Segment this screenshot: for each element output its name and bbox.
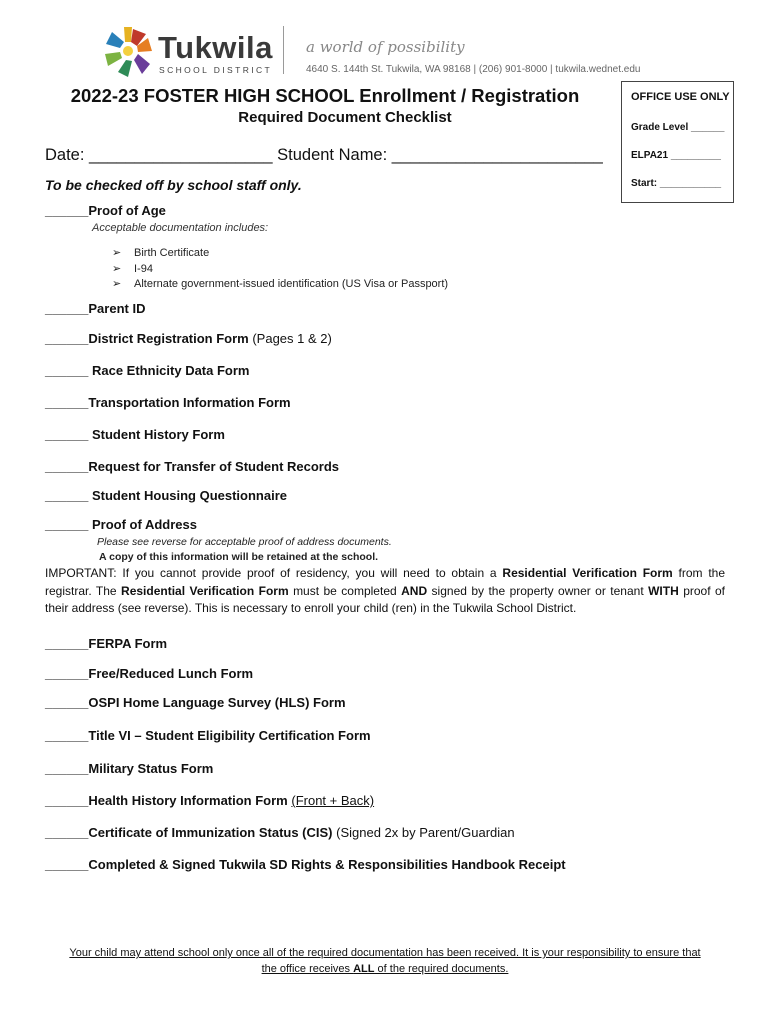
checklist-item-hls[interactable]: ______OSPI Home Language Survey (HLS) Form — [45, 695, 346, 710]
checklist-item-title-vi[interactable]: ______Title VI – Student Eligibility Certification Form — [45, 728, 371, 743]
list-item: ➢ Birth Certificate — [112, 247, 210, 259]
contact-info: 4640 S. 144th St. Tukwila, WA 98168 | (206) 901-8000 | tukwila.wednet.edu — [306, 64, 641, 75]
checklist-item-race-ethnicity[interactable]: ______ Race Ethnicity Data Form — [45, 363, 250, 378]
arrow-bullet-icon: ➢ — [112, 278, 122, 290]
header-divider — [283, 26, 284, 74]
checklist-item-student-history[interactable]: ______ Student History Form — [45, 427, 225, 442]
staff-check-note: To be checked off by school staff only. — [45, 177, 302, 193]
footer-notice: Your child may attend school only once all of the required documentation has been received. It is your responsibility to ensure that the office receives ALL of the required documents. — [69, 947, 701, 975]
checklist-item-handbook-receipt[interactable]: ______Completed & Signed Tukwila SD Rights & Responsibilities Handbook Receipt — [45, 857, 566, 872]
checklist-item-proof-of-address[interactable]: ______ Proof of Address — [45, 517, 197, 532]
grade-level-field[interactable]: Grade Level ______ — [631, 122, 725, 133]
copy-retained-note: A copy of this information will be retained at the school. — [99, 551, 379, 563]
checklist-item-free-reduced-lunch[interactable]: ______Free/Reduced Lunch Form — [45, 666, 254, 681]
elpa-field[interactable]: ELPA21 _________ — [631, 150, 721, 161]
checklist-item-housing-questionnaire[interactable]: ______ Student Housing Questionnaire — [45, 488, 287, 503]
checklist-item-transfer-records[interactable]: ______Request for Transfer of Student Records — [45, 459, 340, 474]
list-item: ➢ Alternate government-issued identification (US Visa or Passport) — [112, 278, 449, 290]
date-student-name-line[interactable]: Date: ____________________ Student Name: _______________________ — [45, 146, 603, 164]
arrow-bullet-icon: ➢ — [112, 263, 122, 275]
list-item: ➢ I-94 — [112, 263, 153, 275]
checklist-item-health-history[interactable]: ______Health History Information Form (Front + Back) — [45, 793, 375, 808]
arrow-bullet-icon: ➢ — [112, 247, 122, 259]
office-use-heading: OFFICE USE ONLY — [631, 91, 730, 103]
office-use-box — [621, 81, 734, 203]
checklist-item-district-registration[interactable]: ______District Registration Form (Pages 1 & 2) — [45, 331, 332, 346]
start-field[interactable]: Start: ___________ — [631, 178, 722, 189]
district-logo-icon — [102, 24, 154, 78]
checklist-item-military-status[interactable]: ______Military Status Form — [45, 761, 214, 776]
page-title: 2022-23 FOSTER HIGH SCHOOL Enrollment / Registration — [70, 85, 580, 106]
address-reverse-note: Please see reverse for acceptable proof of address documents. — [97, 536, 392, 548]
checklist-item-ferpa[interactable]: ______FERPA Form — [45, 636, 168, 651]
checklist-item-immunization[interactable]: ______Certificate of Immunization Status (CIS) (Signed 2x by Parent/Guardian — [45, 825, 515, 840]
logo-subtitle: SCHOOL DISTRICT — [159, 65, 273, 75]
checklist-item-transportation[interactable]: ______Transportation Information Form — [45, 395, 291, 410]
important-notice: IMPORTANT: If you cannot provide proof of residency, you will need to obtain a Residential Verification Form from the registrar. The Residential Verification Form must be completed AND signed by the property owner or tenant WITH proof of their address (see reverse). This is necessary to enroll your child (ren) in the Tukwila School District. — [45, 566, 725, 615]
tagline: a world of possibility — [306, 38, 465, 56]
checklist-item-proof-of-age[interactable]: ______Proof of Age — [45, 203, 166, 218]
acceptable-docs-note: Acceptable documentation includes: — [92, 222, 269, 234]
checklist-item-parent-id[interactable]: ______Parent ID — [45, 301, 146, 316]
logo-wordmark: Tukwila — [158, 30, 273, 65]
page-subtitle: Required Document Checklist — [238, 109, 452, 126]
